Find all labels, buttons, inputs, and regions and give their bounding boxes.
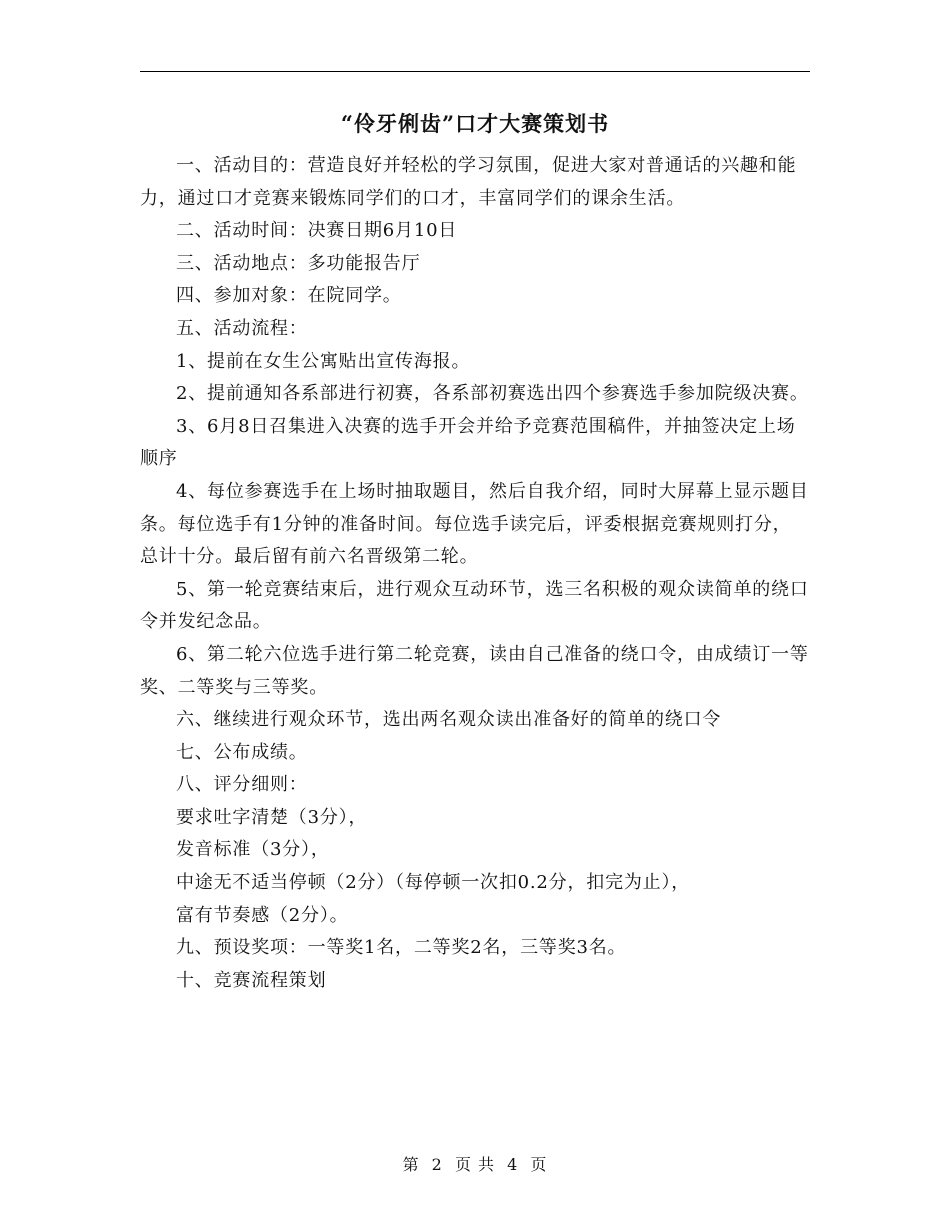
header-rule <box>140 71 810 72</box>
footer-prefix: 第 <box>402 1155 420 1174</box>
paragraph-step-6: 6、第二轮六位选手进行第二轮竞赛，读由自己准备的绕口令，由成绩订一等奖、二等奖与三等奖。 <box>140 643 809 698</box>
paragraph-scoring-2: 发音标准（3分）， <box>176 839 330 861</box>
paragraph-process-heading: 五、活动流程： <box>176 317 308 339</box>
paragraph-scoring-1: 要求吐字清楚（3分）， <box>176 806 368 828</box>
paragraph-step-2: 2、提前通知各系部进行初赛，各系部初赛选出四个参赛选手参加院级决赛。 <box>176 383 809 405</box>
paragraph-audience: 六、继续进行观众环节，选出两名观众读出准备好的简单的绕口令 <box>176 709 722 731</box>
paragraph-scoring-4: 富有节奏感（2分）。 <box>176 904 349 926</box>
footer-total-pages: 4 <box>507 1155 519 1174</box>
paragraph-awards: 九、预设奖项：一等奖1名，二等奖2名，三等奖3名。 <box>176 937 627 959</box>
paragraph-step-1: 1、提前在女生公寓贴出宣传海报。 <box>176 350 471 372</box>
page-footer <box>0 1152 950 1175</box>
paragraph-purpose: 一、活动目的：营造良好并轻松的学习氛围，促进大家对普通话的兴趣和能力，通过口才竞赛来锻炼同学们的口才，丰富同学们的课余生活。 <box>140 155 797 209</box>
footer-suffix: 页 <box>530 1155 548 1174</box>
paragraph-step-4: 4、每位参赛选手在上场时抽取题目，然后自我介绍，同时大屏幕上显示题目条。每位选手有1分钟的准备时间。每位选手读完后，评委根据竞赛规则打分，总计十分。最后留有前六名晋级第二轮。 <box>140 480 809 568</box>
paragraph-scoring-heading: 八、评分细则： <box>176 774 308 796</box>
document-title: “伶牙俐齿”口才大赛策划书 <box>340 111 610 136</box>
paragraph-participants: 四、参加对象：在院同学。 <box>176 285 402 307</box>
paragraph-scoring-3: 中途无不适当停顿（2分）（每停顿一次扣0.2分，扣完为止）， <box>176 872 691 894</box>
paragraph-step-3: 3、6月8日召集进入决赛的选手开会并给予竞赛范围稿件，并抽签决定上场顺序 <box>140 415 796 470</box>
paragraph-plan: 十、竞赛流程策划 <box>176 969 327 991</box>
paragraph-results: 七、公布成绩。 <box>176 741 308 763</box>
paragraph-step-5: 5、第一轮竞赛结束后，进行观众互动环节，选三名积极的观众读简单的绕口令并发纪念品。 <box>140 578 809 633</box>
footer-current-page: 2 <box>431 1155 443 1174</box>
paragraph-time: 二、活动时间：决赛日期6月10日 <box>176 220 458 242</box>
paragraph-location: 三、活动地点：多功能报告厅 <box>176 252 421 274</box>
document-body <box>140 150 810 997</box>
footer-middle: 页 共 <box>454 1155 496 1174</box>
